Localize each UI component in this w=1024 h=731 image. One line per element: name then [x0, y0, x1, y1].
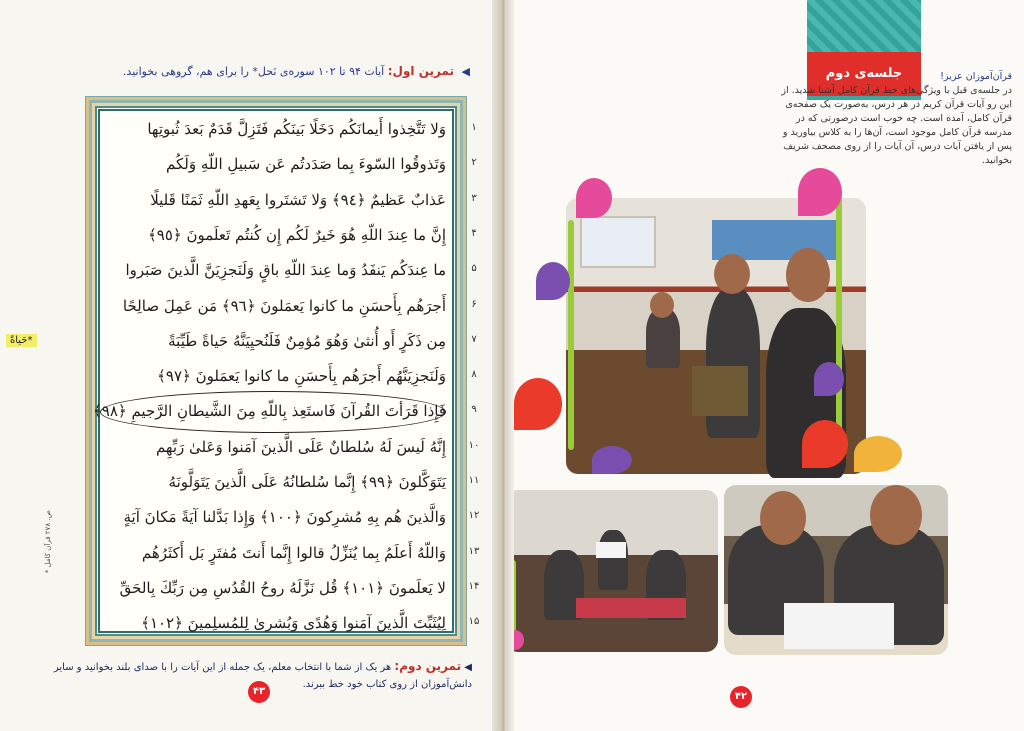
- line-number: ۱۰: [468, 439, 480, 451]
- triangle-bullet-icon: ◀: [464, 662, 472, 673]
- exercise-2-title: تمرین دوم:: [394, 659, 462, 673]
- exercise-1-instruction: [50, 64, 470, 78]
- line-number: ۷: [471, 333, 477, 345]
- quran-line: إِنَّهُ لَيسَ لَهُ سُلطانٌ عَلَى الَّذينَ آمَنوا وَعَلىٰ رَبِّهِم: [155, 437, 446, 456]
- intro-text: در جلسه‌ی قبل با ویژگی‌های خط قرآن کامل آشنا شدید. از این رو آیات قرآن کریم در هر درس، به‌صورت یک صفحه‌ی قرآن کامل، آمده است. چه خوب است درصورتی که در مدرسه قرآن کامل موجود است، آن‌ها را به کلاس بیاورید و پس از یافتن آیات درس، آن آیات را از روی مصحف شریف بخوانید.: [781, 85, 1012, 166]
- quran-line: وَالَّذينَ هُم بِهِ مُشرِكونَ ﴿١٠٠﴾ وَإِذا بَدَّلنا آيَةً مَكانَ آيَةٍ: [123, 508, 446, 527]
- line-number: ۱۳: [468, 545, 480, 557]
- page-number-right: ۴۲: [730, 686, 752, 708]
- quran-line: وَلَنَجزِيَنَّهُم أَجرَهُم بِأَحسَنِ ما كانوا يَعمَلونَ ﴿٩٧﴾: [157, 367, 446, 386]
- intro-header: قرآن‌آموزان عزیز!: [940, 71, 1012, 82]
- line-number: ۱۲: [468, 510, 480, 522]
- quran-line: أَجرَهُم بِأَحسَنِ ما كانوا يَعمَلونَ ﴿٩٦﴾ مَن عَمِلَ صالِحًا: [122, 296, 446, 315]
- classroom-photo-students: [724, 485, 948, 655]
- quran-line: وَاللّهُ أَعلَمُ بِما يُنَزِّلُ قالوا إِنَّما أَنتَ مُفتَرٍ بَل أَكثَرُهُم: [141, 543, 446, 562]
- quran-line: ما عِندَكُم يَنفَدُ وَما عِندَ اللّهِ باقٍ وَلَنَجزِيَنَّ الَّذينَ صَبَروا: [125, 261, 446, 280]
- page-number-left: ۴۳: [248, 681, 270, 703]
- line-number: ۱۱: [468, 475, 480, 486]
- exercise-2-text: هر یک از شما با انتخاب معلم، یک جمله از این آیات را با صدای بلند بخوانید و سایر دانش‌آموزان از روی کتاب خود خط ببرند.: [53, 662, 472, 690]
- triangle-bullet-icon: ◀: [461, 65, 470, 78]
- left-page: [0, 0, 500, 731]
- line-number: ۸: [471, 369, 477, 381]
- quran-page-frame: [85, 96, 467, 646]
- exercise-1-title: تمرین اول:: [387, 64, 455, 78]
- exercise-1-text: آیات ۹۴ تا ۱۰۲ سوره‌ی نَحل* را برای هم، گروهی بخوانید.: [122, 65, 385, 78]
- line-number: ۶: [471, 298, 477, 310]
- line-number: ۹: [471, 404, 477, 416]
- line-number: ۴: [471, 227, 477, 239]
- quran-line: وَلا تَتَّخِذوا أَيمانَكُم دَخَلًا بَينَكُم فَتَزِلَّ قَدَمٌ بَعدَ ثُبوتِها: [147, 120, 446, 138]
- page-reference-note: * ص. ۲۷۸ قرآن کامل: [44, 510, 52, 574]
- tab-pattern: [807, 0, 921, 52]
- quran-text-block: [92, 109, 454, 633]
- quran-line: وَتَذوقُوا السّوءَ بِما صَدَدتُم عَن سَبيلِ اللّهِ وَلَكُم: [166, 155, 446, 174]
- line-number: ۱۵: [468, 616, 480, 628]
- line-number: ۱: [471, 122, 477, 133]
- classroom-photo-reading: [506, 490, 718, 652]
- quran-line: إِنَّ ما عِندَ اللّهِ هُوَ خَيرٌ لَكُم إِن كُنتُم تَعلَمونَ ﴿٩٥﴾: [147, 225, 446, 244]
- line-number: ۳: [471, 192, 477, 204]
- hand-drawn-circle: [92, 391, 446, 433]
- margin-highlight-word: *حَیاةً: [6, 334, 37, 347]
- quran-line: يَتَوَكَّلونَ ﴿٩٩﴾ إِنَّما سُلطانُهُ عَلَى الَّذينَ يَتَوَلَّونَهُ: [168, 473, 446, 491]
- quran-line: لِيُثَبِّتَ الَّذينَ آمَنوا وَهُدًى وَبُشرىٰ لِلمُسلِمينَ ﴿١٠٢﴾: [141, 614, 446, 633]
- quran-line: عَذابٌ عَظيمٌ ﴿٩٤﴾ وَلا تَشتَروا بِعَهدِ اللّهِ ثَمَنًا قَليلًا: [150, 190, 446, 209]
- book-gutter: [492, 0, 514, 731]
- quran-line: مِن ذَكَرٍ أَو أُنثىٰ وَهُوَ مُؤمِنٌ فَلَنُحيِيَنَّهُ حَياةً طَيِّبَةً: [168, 331, 446, 350]
- quran-line: لا يَعلَمونَ ﴿١٠١﴾ قُل نَزَّلَهُ روحُ القُدُسِ مِن رَبِّكَ بِالحَقِّ: [119, 578, 446, 597]
- quran-line: فَإِذا قَرَأتَ القُرآنَ فَاستَعِذ بِاللّهِ مِنَ الشَّيطانِ الرَّجيمِ ﴿٩٨﴾: [92, 402, 446, 421]
- session-label: جلسه‌ی دوم: [807, 52, 921, 96]
- line-number: ۱۴: [468, 580, 480, 592]
- line-number: ۲: [471, 157, 477, 169]
- right-page: [506, 0, 1024, 731]
- intro-paragraph: [768, 70, 1012, 168]
- line-number: ۵: [471, 263, 477, 275]
